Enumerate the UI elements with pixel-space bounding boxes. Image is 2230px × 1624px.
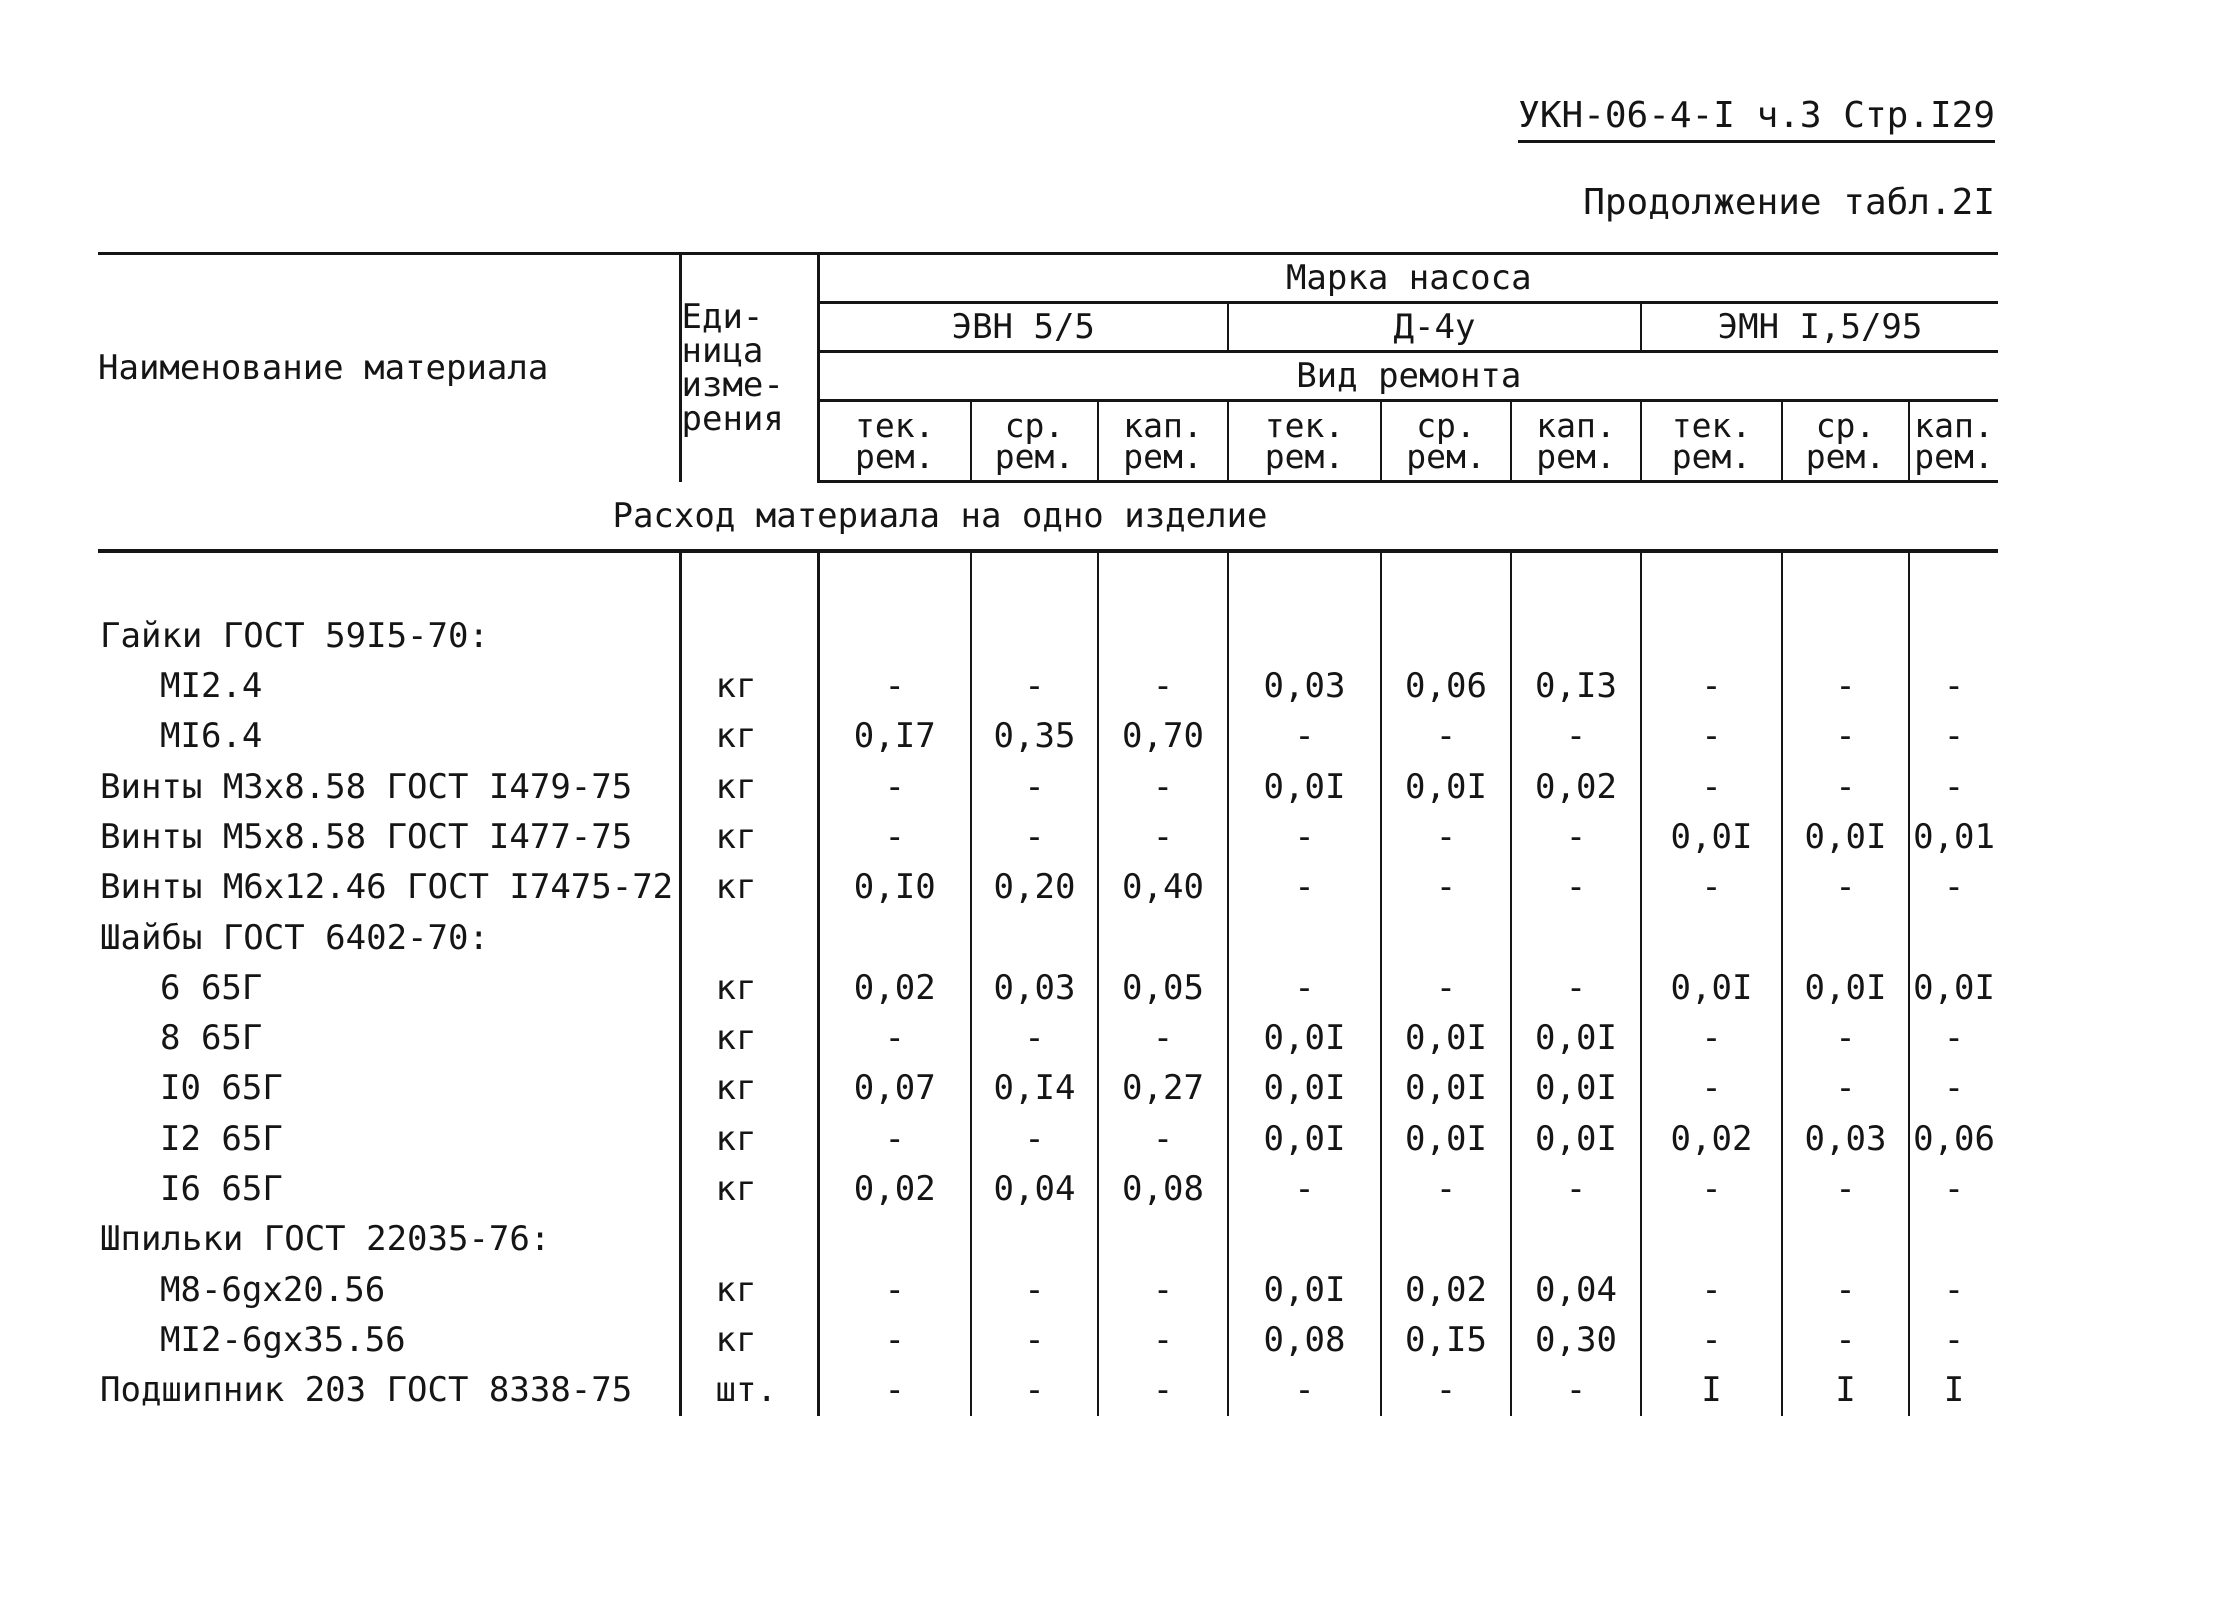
spacer-cell [1782,551,1909,611]
unit-cell: кг [680,1164,818,1214]
consumption-value: - [1228,712,1381,762]
repair-medium-header [971,401,1098,482]
consumption-value: 0,0I [1381,762,1511,812]
consumption-value [1909,1215,1998,1265]
repair-current-header [1641,401,1782,482]
consumption-value: - [1098,762,1228,812]
consumption-value: - [818,762,971,812]
consumption-value: - [1098,812,1228,862]
repair-label: рем. [1536,437,1616,476]
repair-label: тек. [1671,405,1752,445]
consumption-value: 0,08 [1228,1315,1381,1365]
material-name: Винты М5х8.58 ГОСТ I477-75 [98,812,680,862]
spacer-cell [1228,551,1381,611]
consumption-value: I [1943,1370,1965,1411]
repair-label: рем. [1123,437,1203,476]
material-name: I2 65Г [98,1114,680,1164]
consumption-value: 0,02 [1641,1114,1782,1164]
table-row [98,862,1998,912]
consumption-value: - [971,1013,1098,1063]
consumption-value: 0,0I [1641,963,1782,1013]
repair-label: рем. [1671,437,1752,476]
consumption-value: - [971,1265,1098,1315]
unit-cell: кг [680,661,818,711]
consumption-value: - [1943,766,1965,807]
consumption-value: - [1641,712,1782,762]
unit-cell: кг [680,1064,818,1114]
consumption-value: - [1641,661,1782,711]
table-row [98,661,1998,711]
material-group-name: Шпильки ГОСТ 22035-76: [98,1215,680,1265]
pump-mark-header: Марка насоса [818,254,1998,303]
consumption-value: 0,0I [1228,1114,1381,1164]
repair-capital-header [1909,401,1998,482]
unit-header [680,254,818,482]
material-name: МI2-6gх35.56 [98,1315,680,1365]
repair-type-header: Вид ремонта [818,352,1998,401]
consumption-value: - [1943,1068,1965,1109]
table-row [98,1114,1998,1164]
consumption-value: I [1782,1365,1909,1415]
consumption-value: 0,05 [1098,963,1228,1013]
consumption-value: - [1782,1265,1909,1315]
table-row [98,963,1998,1013]
unit-cell [680,611,818,661]
consumption-value: - [1511,712,1641,762]
consumption-value: 0,0I [1228,1013,1381,1063]
table-row [98,1013,1998,1063]
consumption-value: - [1943,1018,1965,1059]
consumption-value: 0,03 [1228,661,1381,711]
consumption-value: - [1641,1013,1782,1063]
consumption-value: 0,I7 [818,712,971,762]
repair-medium-header [1782,401,1909,482]
consumption-value: - [1782,712,1909,762]
consumption-value: 0,30 [1511,1315,1641,1365]
consumption-value: - [1228,1365,1381,1415]
spacer-cell [1381,551,1511,611]
consumption-value [1782,913,1909,963]
spacer-cell [1641,551,1782,611]
consumption-value: - [1641,1315,1782,1365]
consumption-value: - [1943,1269,1965,1310]
consumption-value: - [971,1114,1098,1164]
consumption-value: - [971,812,1098,862]
consumption-value [818,1215,971,1265]
unit-cell: кг [680,1265,818,1315]
consumption-value [818,913,971,963]
consumption-value: - [1381,1365,1511,1415]
table-row [98,1315,1998,1365]
consumption-value: - [1228,862,1381,912]
repair-label: кап. [1914,405,1994,445]
consumption-value: - [1511,812,1641,862]
consumption-value: 0,0I [1511,1064,1641,1114]
table-row [98,1215,1998,1265]
consumption-value: 0,02 [1511,762,1641,812]
consumption-value: 0,0I [1228,762,1381,812]
consumption-value: - [1098,1114,1228,1164]
consumption-value [1228,1215,1381,1265]
consumption-value [1098,1215,1228,1265]
material-name-header: Наименование материала [98,254,680,482]
material-name: I0 65Г [98,1064,680,1114]
consumption-value: I [1641,1365,1782,1415]
repair-label: рем. [994,437,1075,476]
consumption-value: - [1511,963,1641,1013]
spacer-cell [818,551,971,611]
table-continuation-label: Продолжение табл.2I [1583,182,1995,223]
table-row [98,812,1998,862]
material-name: Подшипник 203 ГОСТ 8338-75 [98,1365,680,1415]
consumption-value [1782,611,1909,661]
unit-cell: кг [680,762,818,812]
repair-current-header [1228,401,1381,482]
unit-cell: кг [680,812,818,862]
consumption-value: - [1228,963,1381,1013]
material-name: 6 65Г [98,963,680,1013]
repair-capital-header [1511,401,1641,482]
material-name: MI2.4 [98,661,680,711]
consumption-value: 0,04 [971,1164,1098,1214]
consumption-value [1641,1215,1782,1265]
consumption-value: 0,08 [1098,1164,1228,1214]
material-group-name: Гайки ГОСТ 59I5-70: [98,611,680,661]
consumption-value: - [1782,862,1909,912]
repair-label: рем. [855,437,935,476]
consumption-value: 0,01 [1913,817,1995,857]
consumption-value: - [1098,1265,1228,1315]
spacer-cell [1511,551,1641,611]
consumption-value: 0,I5 [1381,1315,1511,1365]
spacer-cell [680,551,818,611]
consumption-value: - [1511,862,1641,912]
consumption-value: - [818,1013,971,1063]
consumption-value: 0,06 [1913,1118,1995,1159]
consumption-value: 0,0I [1381,1064,1511,1114]
spacer-cell [1098,551,1228,611]
material-name: 8 65Г [98,1013,680,1063]
consumption-value: - [971,1315,1098,1365]
repair-label: рем. [1406,437,1486,476]
consumption-value: - [1943,867,1965,908]
consumption-value: - [1782,1064,1909,1114]
consumption-value [1381,1215,1511,1265]
consumption-value: 0,I4 [971,1064,1098,1114]
consumption-value: - [818,661,971,711]
consumption-value: - [1511,1164,1641,1214]
unit-header-line: ница [681,331,764,372]
consumption-value: 0,35 [971,712,1098,762]
consumption-value: - [1098,1365,1228,1415]
consumption-value [971,1215,1098,1265]
unit-cell: кг [680,712,818,762]
material-name: I6 65Г [98,1164,680,1214]
consumption-value: 0,40 [1098,862,1228,912]
consumption-value: 0,0I [1511,1013,1641,1063]
consumption-value: - [1943,716,1965,757]
consumption-value: - [1641,762,1782,812]
consumption-value: - [818,1114,971,1164]
consumption-value: 0,07 [818,1064,971,1114]
material-group-name: Шайбы ГОСТ 6402-70: [98,913,680,963]
repair-label: тек. [1264,405,1345,445]
unit-header-line: рения [681,399,784,440]
pump-d4u-header: Д-4у [1228,303,1641,352]
repair-current-header [818,401,971,482]
consumption-value: - [1098,1013,1228,1063]
table-row [98,712,1998,762]
consumption-value [1782,1215,1909,1265]
unit-cell: кг [680,1013,818,1063]
spacer-cell [1909,551,1998,611]
consumption-value: 0,I0 [818,862,971,912]
consumption-value: - [1782,1315,1909,1365]
consumption-value [1511,913,1641,963]
pump-evn-header: ЭВН 5/5 [818,303,1228,352]
consumption-value: - [1381,1164,1511,1214]
unit-cell: кг [680,963,818,1013]
consumption-value: - [1641,1265,1782,1315]
repair-label: кап. [1536,405,1616,445]
consumption-value: - [971,1365,1098,1415]
consumption-value [818,611,971,661]
consumption-value [1641,913,1782,963]
consumption-value: - [1782,661,1909,711]
spacer-cell [971,551,1098,611]
table-row [98,1265,1998,1315]
consumption-value: 0,0I [1381,1114,1511,1164]
consumption-value: - [1381,862,1511,912]
consumption-value: - [1943,1319,1965,1360]
material-name: Винты М3х8.58 ГОСТ I479-75 [98,762,680,812]
repair-label: рем. [1264,437,1345,476]
consumption-value: - [1511,1365,1641,1415]
material-consumption-table [98,252,1998,1416]
consumption-value: 0,04 [1511,1265,1641,1315]
consumption-value: 0,0I [1228,1064,1381,1114]
consumption-value [1909,611,1998,661]
consumption-value [1228,611,1381,661]
consumption-value: - [818,1265,971,1315]
consumption-value: - [1782,1013,1909,1063]
consumption-value: 0,03 [1782,1114,1909,1164]
unit-cell: кг [680,1114,818,1164]
consumption-value: - [1782,1164,1909,1214]
consumption-value: - [818,1315,971,1365]
consumption-value: - [1098,661,1228,711]
material-name: MI6.4 [98,712,680,762]
unit-cell [680,1215,818,1265]
consumption-value [971,611,1098,661]
consumption-value: 0,02 [818,1164,971,1214]
material-name: М8-6gх20.56 [98,1265,680,1315]
unit-cell: кг [680,1315,818,1365]
consumption-value [1909,913,1998,963]
consumption-value [1511,611,1641,661]
unit-cell: шт. [680,1365,818,1415]
consumption-value: 0,0I [1511,1114,1641,1164]
consumption-value: 0,70 [1098,712,1228,762]
consumption-value: - [1943,1169,1965,1210]
consumption-value [1641,611,1782,661]
consumption-value: 0,0I [1641,812,1782,862]
spacer-cell [98,551,680,611]
consumption-value: 0,0I [1913,967,1995,1008]
consumption-value: - [1641,1064,1782,1114]
consumption-value: - [1381,812,1511,862]
consumption-value: - [1782,762,1909,812]
consumption-value: - [971,661,1098,711]
usage-per-item-header: Расход материала на одно изделие [612,495,1268,536]
consumption-value: - [1228,812,1381,862]
consumption-value: - [1098,1315,1228,1365]
unit-header-line: изме- [681,365,784,406]
spacer-row [98,551,1998,611]
consumption-value [1098,611,1228,661]
consumption-value: - [1381,712,1511,762]
consumption-value: - [1641,1164,1782,1214]
consumption-value: - [1381,963,1511,1013]
repair-label: ср. [1004,405,1065,445]
consumption-value: 0,06 [1381,661,1511,711]
table-row [98,611,1998,661]
consumption-value: 0,0I [1228,1265,1381,1315]
repair-label: рем. [1914,437,1994,476]
table-row [98,762,1998,812]
consumption-value: 0,02 [818,963,971,1013]
material-name: Винты М6х12.46 ГОСТ I7475-72 [98,862,680,912]
repair-label: рем. [1805,437,1886,476]
table-row [98,1365,1998,1415]
consumption-value [1381,611,1511,661]
consumption-value: - [1641,862,1782,912]
table-row [98,1064,1998,1114]
unit-header-line: Еди- [681,297,764,338]
table-body [98,551,1998,1416]
document-reference: УКН-06-4-I ч.3 Стр.I29 [1518,95,1995,143]
repair-label: тек. [855,405,935,445]
repair-capital-header [1098,401,1228,482]
unit-cell: кг [680,862,818,912]
consumption-value [1381,913,1511,963]
consumption-value: - [971,762,1098,812]
consumption-value: 0,I3 [1511,661,1641,711]
consumption-value: - [1228,1164,1381,1214]
consumption-value: - [818,1365,971,1415]
consumption-value: 0,20 [971,862,1098,912]
consumption-value: 0,0I [1782,963,1909,1013]
repair-label: ср. [1815,405,1876,445]
repair-label: ср. [1416,405,1476,445]
consumption-value: 0,0I [1782,812,1909,862]
consumption-value: - [818,812,971,862]
consumption-value: - [1943,666,1965,707]
table-row [98,913,1998,963]
consumption-value: 0,03 [971,963,1098,1013]
consumption-value [1098,913,1228,963]
consumption-value: 0,27 [1098,1064,1228,1114]
repair-medium-header [1381,401,1511,482]
consumption-value: 0,02 [1381,1265,1511,1315]
consumption-value: 0,0I [1381,1013,1511,1063]
table-row [98,1164,1998,1214]
consumption-value [1228,913,1381,963]
repair-label: кап. [1123,405,1203,445]
unit-cell [680,913,818,963]
consumption-value [1511,1215,1641,1265]
pump-emn-header: ЭМН I,5/95 [1641,303,1998,352]
consumption-value [971,913,1098,963]
